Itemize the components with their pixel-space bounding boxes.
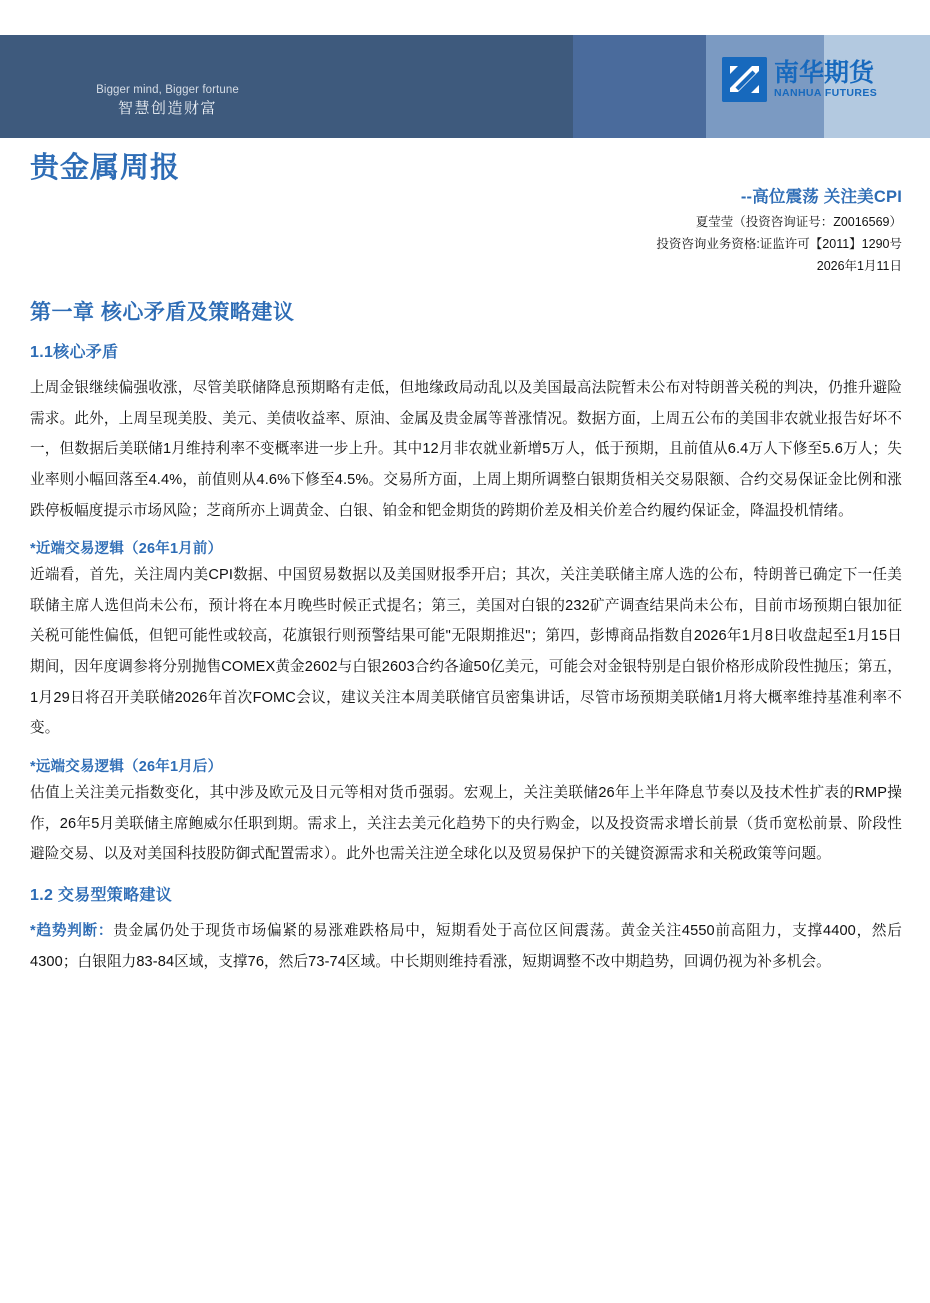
license-line: 投资咨询业务资格:证监许可【2011】1290号 — [656, 236, 902, 251]
byline — [656, 212, 902, 278]
logo-wordmark — [774, 60, 877, 99]
company-tagline — [80, 83, 255, 120]
document-body — [30, 296, 902, 978]
banner-band-mid — [573, 35, 706, 138]
chapter-heading: 第一章 核心矛盾及策略建议 — [30, 301, 295, 324]
nanhua-logo-icon — [722, 57, 767, 102]
logo-name-chinese: 南华期货 — [774, 58, 875, 88]
trend-judgement-label: *趋势判断： — [30, 922, 114, 939]
author-line: 夏莹莹（投资咨询证号：Z0016569） — [695, 215, 902, 229]
near-term-logic-label: *近端交易逻辑（26年1月前） — [30, 541, 223, 558]
report-subtitle: --高位震荡 关注美CPI — [740, 188, 902, 206]
trend-judgement-paragraph — [30, 916, 902, 977]
core-contradiction-paragraph: 上周金银继续偏强收涨，尽管美联储降息预期略有走低，但地缘政局动乱以及美国最高法院暂未公布对特朗普关税的判决，仍推升避险需求。此外，上周呈现美股、美元、美债收益率、原油、金属及贵金属等普涨情况。数据方面，上周五公布的美国非农就业报告好坏不一，但数据后美联储1月维持利率不变概率进一步上升。其中12月非农就业新增5万人，低于预期，且前值从6.4万人下修至5.6万人；失业率则小幅回落至4.4%，前值则从4.6%下修至4.5%。交易所方面，上周上期所调整白银期货相关交易限额、合约交易保证金比例和涨跌停板幅度提示市场风险；芝商所亦上调黄金、白银、铂金和钯金期货的跨期价差及相关价差合约履约保证金，降温投机情绪。 — [30, 380, 902, 519]
near-term-logic-paragraph: 近端看，首先，关注周内美CPI数据、中国贸易数据以及美国财报季开启；其次，关注美联储主席人选的公布，特朗普已确定下一任美联储主席人选但尚未公布，预计将在本月晚些时候正式提名；第三，美国对白银的232矿产调查结果尚未公布，目前市场预期白银加征关税可能性偏低，但钯可能性或较高，花旗银行则预警结果可能"无限期推迟"；第四，彭博商品指数自2026年1月8日收盘起至1月15日期间，因年度调参将分别抛售COMEX黄金2602与白银2603合约各逾50亿美元，可能会对金银特别是白银价格形成阶段性抛压；第五，1月29日将召开美联储2026年首次FOMC会议，建议关注本周美联储官员密集讲话，尽管市场预期美联储1月将大概率维持基准利率不变。 — [30, 567, 902, 737]
far-term-logic-label: *远端交易逻辑（26年1月后） — [30, 759, 223, 776]
section-heading-1-1: 1.1核心矛盾 — [30, 344, 119, 361]
trend-judgement-text: 贵金属仍处于现货市场偏紧的易涨难跌格局中，短期看处于高位区间震荡。黄金关注4550前高阻力，支撑4400，然后4300；白银阻力83-84区域，支撑76，然后73-74区域。中长期则维持看涨，短期调整不改中期趋势，回调仍视为补多机会。 — [30, 922, 902, 970]
banner-band-left — [0, 35, 573, 138]
tagline-english: Bigger mind, Bigger fortune — [96, 84, 239, 96]
page-title: 贵金属周报 — [30, 152, 181, 184]
section-heading-1-2: 1.2 交易型策略建议 — [30, 886, 172, 904]
far-term-logic-paragraph: 估值上关注美元指数变化，其中涉及欧元及日元等相对货币强弱。宏观上，关注美联储26年上半年降息节奏以及技术性扩表的RMP操作，26年5月美联储主席鲍威尔任职到期。需求上，关注去美元化趋势下的央行购金，以及投资需求增长前景（货币宽松前景、阶段性避险交易、以及对美国科技股防御式配置需求）。此外也需关注逆全球化以及贸易保护下的关键资源需求和关税政策等问题。 — [30, 785, 902, 863]
tagline-chinese: 智慧创造财富 — [117, 100, 217, 118]
company-logo — [722, 57, 877, 102]
report-date: 2026年1月11日 — [816, 258, 902, 273]
logo-name-english: NANHUA FUTURES — [774, 87, 878, 100]
